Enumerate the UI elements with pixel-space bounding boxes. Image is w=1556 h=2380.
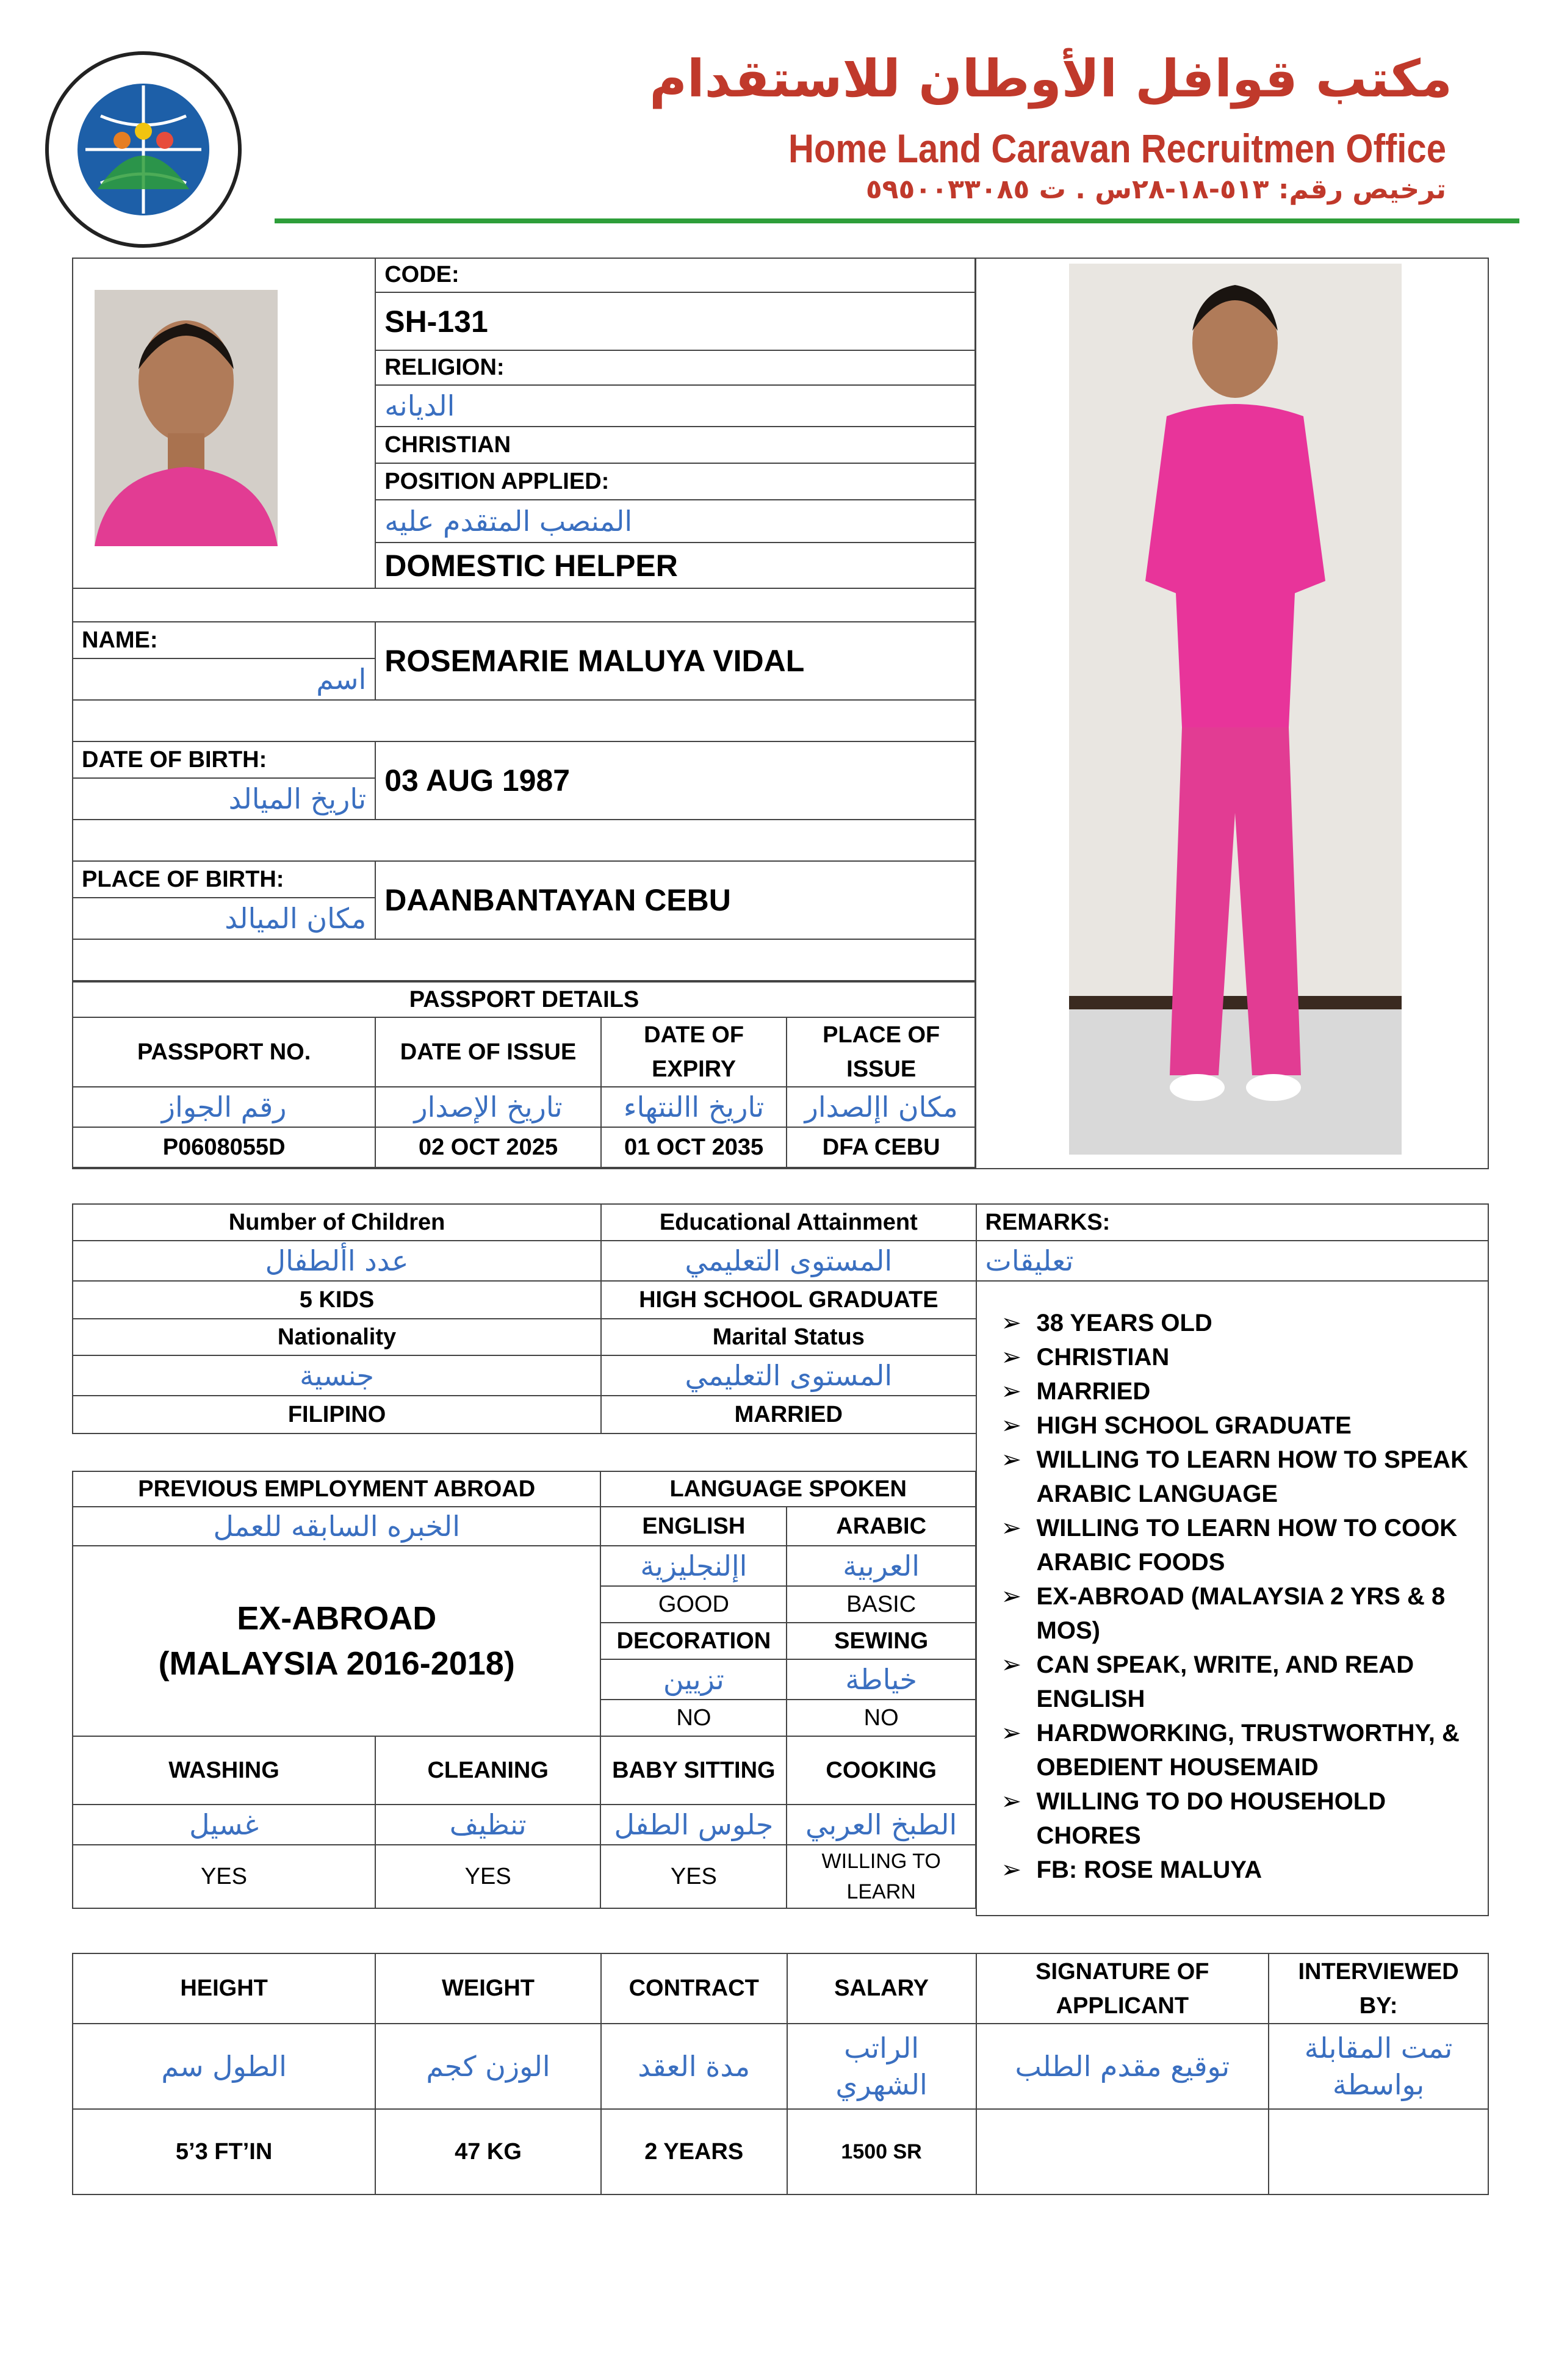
- contract-label: CONTRACT: [601, 1953, 787, 2024]
- remarks-label-arabic: تعليقات: [976, 1241, 1488, 1281]
- expiry-date-header: DATE OF EXPIRY: [601, 1017, 787, 1087]
- employment-value-line2: (MALAYSIA 2016-2018): [158, 1645, 515, 1682]
- cleaning-label-arabic: تنظيف: [375, 1805, 600, 1845]
- dob-label: DATE OF BIRTH:: [73, 741, 375, 778]
- remarks-item: ➢ 38 YEARS OLD: [1001, 1306, 1479, 1340]
- decoration-value: NO: [600, 1700, 787, 1736]
- header-title-english: Home Land Caravan Recruitmen Office: [788, 126, 1446, 171]
- place-issue-header-arabic: مكان اإلصدار: [787, 1087, 976, 1127]
- remarks-item: ➢ CAN SPEAK, WRITE, AND READ ENGLISH: [1001, 1648, 1479, 1716]
- weight-value: 47 KG: [375, 2109, 601, 2194]
- contract-label-arabic: مدة العقد: [601, 2024, 787, 2109]
- expiry-date-value: 01 OCT 2035: [601, 1127, 787, 1167]
- spacer-row: [73, 939, 976, 981]
- employment-table: [72, 1471, 976, 1909]
- issue-date-header-arabic: تاريخ الإصدار: [375, 1087, 600, 1127]
- employment-value-line1: EX-ABROAD: [237, 1600, 437, 1637]
- issue-date-header: DATE OF ISSUE: [375, 1017, 600, 1087]
- remarks-item: ➢ FB: ROSE MALUYA: [1001, 1853, 1479, 1887]
- baby-sitting-label: BABY SITTING: [600, 1736, 787, 1805]
- cooking-label: COOKING: [787, 1736, 976, 1805]
- place-issue-header: PLACE OF ISSUE: [787, 1017, 976, 1087]
- pob-label-arabic: مكان الميالد: [73, 898, 375, 939]
- letterhead: [0, 0, 1556, 256]
- nationality-value: FILIPINO: [73, 1396, 601, 1433]
- height-label: HEIGHT: [73, 1953, 375, 2024]
- washing-value: YES: [73, 1845, 375, 1908]
- interviewed-by-label: INTERVIEWED BY:: [1269, 1953, 1488, 2024]
- children-label-arabic: عدد األطفال: [73, 1241, 601, 1281]
- spacer-row: [73, 820, 976, 861]
- license-number: ترخيص رقم: ٥١٣-١٨-٢٨س . ت ٥٩٥٠٠٣٣٠٨٥: [865, 174, 1446, 205]
- salary-label-arabic: الراتب الشهري: [787, 2024, 976, 2109]
- issue-date-value: 02 OCT 2025: [375, 1127, 600, 1167]
- height-value: 5’3 FT’IN: [73, 2109, 375, 2194]
- header-title-arabic: مكتب قوافل الأوطان للاستقدام: [649, 49, 1452, 109]
- cleaning-value: YES: [375, 1845, 600, 1908]
- arabic-label: ARABIC: [787, 1507, 976, 1546]
- remarks-item: ➢ WILLING TO DO HOUSEHOLD CHORES: [1001, 1784, 1479, 1853]
- language-label: LANGUAGE SPOKEN: [600, 1471, 976, 1507]
- weight-label: WEIGHT: [375, 1953, 601, 2024]
- salary-label: SALARY: [787, 1953, 976, 2024]
- decoration-label-arabic: تزيين: [600, 1659, 787, 1700]
- arabic-level: BASIC: [787, 1586, 976, 1623]
- sewing-label-arabic: خياطة: [787, 1659, 976, 1700]
- interviewer-field[interactable]: [1269, 2109, 1488, 2194]
- remarks-item: ➢ CHRISTIAN: [1001, 1340, 1479, 1374]
- identity-table: [72, 258, 976, 981]
- religion-value: CHRISTIAN: [375, 427, 976, 463]
- education-value: HIGH SCHOOL GRADUATE: [601, 1281, 976, 1319]
- english-label: ENGLISH: [600, 1507, 787, 1546]
- remarks-cell: [976, 1281, 1488, 1916]
- interviewed-by-label-arabic: تمت المقابلة بواسطة: [1269, 2024, 1488, 2109]
- height-label-arabic: الطول سم: [73, 2024, 375, 2109]
- code-value: SH-131: [375, 292, 976, 350]
- passport-no-header-arabic: رقم الجواز: [73, 1087, 375, 1127]
- baby-sitting-label-arabic: جلوس الطفل: [600, 1805, 787, 1845]
- cleaning-label: CLEANING: [375, 1736, 600, 1805]
- remarks-item: ➢ HARDWORKING, TRUSTWORTHY, & OBEDIENT HOUSEMAID: [1001, 1716, 1479, 1784]
- employment-label-arabic: الخبره السابقه للعمل: [73, 1507, 600, 1546]
- contract-value: 2 YEARS: [601, 2109, 787, 2194]
- religion-label: RELIGION:: [375, 350, 976, 385]
- signature-field[interactable]: [976, 2109, 1269, 2194]
- signature-label: SIGNATURE OF APPLICANT: [976, 1953, 1269, 2024]
- expiry-date-header-arabic: تاريخ االنتهاء: [601, 1087, 787, 1127]
- education-label: Educational Attainment: [601, 1204, 976, 1241]
- children-label: Number of Children: [73, 1204, 601, 1241]
- passport-title: PASSPORT DETAILS: [73, 982, 976, 1017]
- washing-label: WASHING: [73, 1736, 375, 1805]
- pob-value: DAANBANTAYAN CEBU: [375, 861, 976, 939]
- english-level: GOOD: [600, 1586, 787, 1623]
- headshot-cell: [73, 258, 375, 588]
- name-value: ROSEMARIE MALUYA VIDAL: [375, 622, 976, 700]
- remarks-list: [1001, 1306, 1479, 1887]
- nationality-label-arabic: جنسية: [73, 1355, 601, 1396]
- remarks-label: REMARKS:: [976, 1204, 1488, 1241]
- marital-value: MARRIED: [601, 1396, 976, 1433]
- nationality-label: Nationality: [73, 1319, 601, 1355]
- cooking-label-arabic: الطبخ العربي: [787, 1805, 976, 1845]
- marital-label: Marital Status: [601, 1319, 976, 1355]
- passport-no-value: P0608055D: [73, 1127, 375, 1167]
- washing-label-arabic: غسيل: [73, 1805, 375, 1845]
- religion-label-arabic: الديانه: [375, 385, 976, 427]
- signature-label-arabic: توقيع مقدم الطلب: [976, 2024, 1269, 2109]
- passport-no-header: PASSPORT NO.: [73, 1017, 375, 1087]
- position-label: POSITION APPLIED:: [375, 463, 976, 500]
- remarks-item: ➢ MARRIED: [1001, 1374, 1479, 1408]
- remarks-item: ➢ WILLING TO LEARN HOW TO SPEAK ARABIC LANGUAGE: [1001, 1443, 1479, 1511]
- education-label-arabic: المستوى التعليمي: [601, 1241, 976, 1281]
- cooking-value: WILLING TO LEARN: [787, 1845, 976, 1908]
- position-value: DOMESTIC HELPER: [375, 543, 976, 588]
- marital-label-arabic: المستوى التعليمي: [601, 1355, 976, 1396]
- code-label: CODE:: [375, 258, 976, 292]
- passport-table: [72, 981, 976, 1168]
- pob-label: PLACE OF BIRTH:: [73, 861, 375, 898]
- decoration-label: DECORATION: [600, 1623, 787, 1659]
- dob-label-arabic: تاريخ الميالد: [73, 778, 375, 820]
- remarks-item: ➢ WILLING TO LEARN HOW TO COOK ARABIC FOODS: [1001, 1511, 1479, 1579]
- position-label-arabic: المنصب المتقدم عليه: [375, 500, 976, 543]
- spacer-row: [73, 700, 976, 741]
- children-value: 5 KIDS: [73, 1281, 601, 1319]
- name-label-arabic: اسم: [73, 658, 375, 700]
- salary-value: 1500 SR: [787, 2109, 976, 2194]
- place-issue-value: DFA CEBU: [787, 1127, 976, 1167]
- full-body-photo: [1069, 264, 1402, 1155]
- sewing-label: SEWING: [787, 1623, 976, 1659]
- header-divider: [275, 218, 1519, 223]
- remarks-item: ➢ HIGH SCHOOL GRADUATE: [1001, 1408, 1479, 1443]
- company-logo: [43, 49, 244, 250]
- remarks-item: ➢ EX-ABROAD (MALAYSIA 2 YRS & 8 MOS): [1001, 1579, 1479, 1648]
- bottom-table: [72, 1953, 1489, 2195]
- sewing-value: NO: [787, 1700, 976, 1736]
- dob-value: 03 AUG 1987: [375, 741, 976, 820]
- weight-label-arabic: الوزن كجم: [375, 2024, 601, 2109]
- name-label: NAME:: [73, 622, 375, 658]
- spacer-row: [73, 588, 976, 622]
- employment-label: PREVIOUS EMPLOYMENT ABROAD: [73, 1471, 600, 1507]
- employment-value: [73, 1546, 600, 1736]
- baby-sitting-value: YES: [600, 1845, 787, 1908]
- arabic-label-arabic: العربية: [787, 1546, 976, 1586]
- english-label-arabic: اإلنجليزية: [600, 1546, 787, 1586]
